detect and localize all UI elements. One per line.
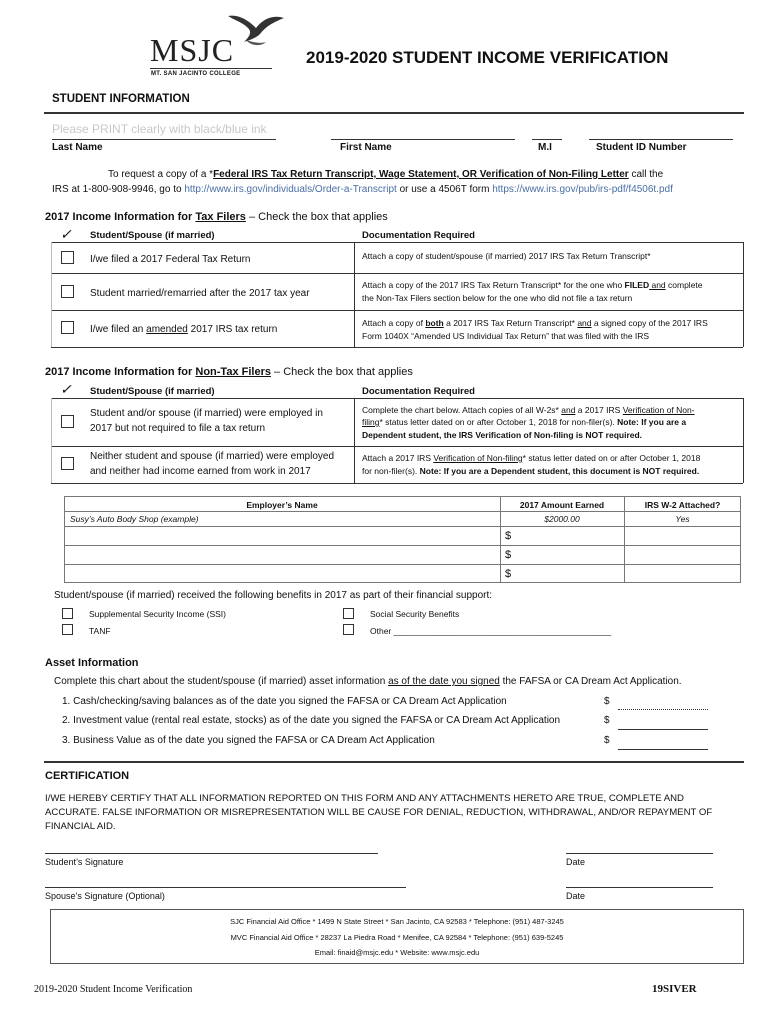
tax-row2-doc-and: and — [649, 280, 666, 290]
non-tax-row2-doc-line1 — [362, 452, 700, 464]
asset-item-investment: 2. Investment value (rental real estate, stocks) as of the date you signed the FAFSA or CA Dream Act Application — [62, 715, 561, 726]
certification-line-1: I/WE HEREBY CERTIFY THAT ALL INFORMATION REPORTED ON THIS FORM AND ANY ATTACHMENTS HERETO ARE TRUE, COMPLETE AND — [45, 793, 684, 804]
first-name-label: First Name — [340, 142, 392, 153]
dollar-sign: $ — [505, 568, 512, 580]
tanf-checkbox[interactable] — [62, 624, 73, 635]
msjc-logo — [150, 28, 270, 84]
tax-row2-doc-line1 — [362, 279, 703, 291]
tax-row2-doc-line2: the Non-Tax Filers section below for the one who did not file a tax return — [362, 293, 633, 303]
irs-4506t-link[interactable]: https://www.irs.gov/pub/irs-pdf/f4506t.pdf — [492, 184, 673, 195]
other-field[interactable]: Other ______________________________________________ — [370, 626, 612, 636]
non-tax-row2-doc-post: * status letter dated on or after October 1, 2018 — [522, 453, 701, 463]
asset-intro-pre: Complete this chart about the student/spouse (if married) asset information — [54, 676, 389, 687]
student-info-heading: STUDENT INFORMATION — [52, 93, 190, 105]
spouse-date-label: Date — [566, 891, 586, 901]
asset-heading: Asset Information — [45, 657, 139, 669]
tax-row3-label — [90, 324, 277, 335]
request-text-end: call the — [628, 169, 664, 180]
tax-row3-doc-pre: Attach a copy of — [362, 318, 426, 328]
tax-row2-doc-text: Attach a copy of the 2017 IRS Tax Return Transcript* for the one who — [362, 280, 625, 290]
tax-row1-label: I/we filed a 2017 Federal Tax Return — [90, 254, 251, 265]
non-tax-row1-doc-line1 — [362, 404, 695, 416]
investment-amount-line[interactable] — [618, 729, 708, 730]
certification-heading: CERTIFICATION — [45, 770, 130, 782]
request-documents: Federal IRS Tax Return Transcript, Wage Statement, OR Verification of Non-Filing Letter — [213, 169, 629, 180]
employer-name-header: Employer’s Name — [246, 500, 318, 510]
non-tax-filers-heading — [45, 366, 413, 378]
example-employer: Susy’s Auto Body Shop (example) — [70, 514, 199, 524]
non-tax-row1-doc-vnf: Verification of Non- — [622, 405, 695, 415]
example-amount: $2000.00 — [544, 514, 580, 524]
dollar-sign: $ — [505, 530, 512, 542]
tanf-label: TANF — [89, 626, 111, 636]
asset-item-business: 3. Business Value as of the date you signed the FAFSA or CA Dream Act Application — [62, 735, 435, 746]
non-tax-row2-label-2: and neither had income earned from work in 2017 — [90, 466, 311, 477]
request-line-2 — [52, 184, 673, 195]
irs-phone-text: IRS at 1-800-908-9946, go to — [52, 184, 185, 195]
tax-row3-label-post: 2017 IRS tax return — [187, 324, 278, 335]
non-tax-row1-doc-filing: filing — [362, 417, 380, 427]
tax-row2-doc-filed: FILED — [624, 280, 650, 290]
non-tax-heading-post: – Check the box that applies — [270, 366, 413, 378]
employer-row-1[interactable] — [65, 527, 499, 544]
spouse-signature-label: Spouse’s Signature (Optional) — [45, 891, 165, 901]
sjc-office: SJC Financial Aid Office * 1499 N State Street * San Jacinto, CA 92583 * Telephone: (951) 487-3245 — [230, 917, 564, 926]
logo-subtitle: MT. SAN JACINTO COLLEGE — [151, 71, 241, 77]
ssi-label: Supplemental Security Income (SSI) — [89, 609, 227, 619]
tax-row2-doc-complete: complete — [665, 280, 703, 290]
certification-line-2: ACCURATE. FALSE INFORMATION OR MISREPRESENTATION WILL BE CAUSE FOR DENIAL, REDUCTION, WITHDRAWAL, AND/OR REPAYMENT OF — [45, 807, 713, 818]
tax-row3-doc-post: a signed copy of the 2017 IRS — [591, 318, 708, 328]
tax-row3-doc-line1 — [362, 317, 708, 329]
non-tax-row1-doc-and: and — [561, 405, 576, 415]
student-id-field[interactable] — [589, 122, 733, 138]
print-placeholder: Please PRINT clearly with black/blue ink — [52, 122, 267, 136]
tax-filers-heading-pre: 2017 Income Information for — [45, 211, 196, 223]
irs-transcript-link[interactable]: http://www.irs.gov/individuals/Order-a-Transcript — [184, 184, 397, 195]
student-date-label: Date — [566, 857, 586, 867]
asset-item-cash: 1. Cash/checking/saving balances as of the date you signed the FAFSA or CA Dream Act Application — [62, 696, 507, 707]
other-checkbox[interactable] — [343, 624, 354, 635]
footer-form-code: 19SIVER — [652, 983, 697, 995]
tax-col2-header: Documentation Required — [362, 230, 475, 241]
tax-row2-checkbox[interactable] — [61, 285, 74, 298]
dollar-sign: $ — [604, 715, 610, 726]
asset-intro-post: the FAFSA or CA Dream Act Application. — [499, 676, 682, 687]
w2-attached-header: IRS W-2 Attached? — [644, 500, 721, 510]
first-name-field[interactable] — [331, 122, 515, 138]
non-tax-row1-doc-line3: Dependent student, the IRS Verification of Non-filing is NOT required. — [362, 430, 643, 440]
tax-row3-checkbox[interactable] — [61, 321, 74, 334]
amount-row-3[interactable] — [501, 565, 623, 582]
cash-amount-line[interactable] — [618, 709, 708, 710]
student-signature-label: Student’s Signature — [45, 857, 124, 867]
check-icon: ✓ — [60, 226, 72, 242]
social-security-checkbox[interactable] — [343, 608, 354, 619]
non-tax-row1-label-1: Student and/or spouse (if married) were employed in — [90, 408, 323, 419]
non-tax-heading-u: Non-Tax Filers — [195, 366, 271, 378]
non-tax-heading-pre: 2017 Income Information for — [45, 366, 196, 378]
spouse-date-line[interactable] — [566, 887, 713, 888]
tax-row3-label-amended: amended — [146, 324, 188, 335]
example-w2: Yes — [675, 514, 690, 524]
amount-earned-header: 2017 Amount Earned — [519, 500, 605, 510]
logo-text: MSJC — [150, 32, 235, 68]
benefits-intro: Student/spouse (if married) received the following benefits in 2017 as part of their financial support: — [54, 590, 493, 601]
non-tax-row2-checkbox[interactable] — [61, 457, 74, 470]
dollar-sign: $ — [604, 735, 610, 746]
non-tax-row1-checkbox[interactable] — [61, 415, 74, 428]
eagle-logo-icon — [226, 12, 286, 48]
asset-intro-date: as of the date you signed — [388, 676, 500, 687]
non-tax-row2-label-1: Neither student and spouse (if married) were employed — [90, 451, 335, 462]
dollar-sign: $ — [505, 549, 512, 561]
tax-col1-header: Student/Spouse (if married) — [90, 230, 215, 241]
request-text: To request a copy of a * — [108, 169, 214, 180]
non-tax-col2-header: Documentation Required — [362, 386, 475, 397]
tax-row3-doc-line2: Form 1040X “Amended US Individual Tax Return” that was filed with the IRS — [362, 331, 650, 341]
spouse-signature-line[interactable] — [45, 887, 406, 888]
check-icon: ✓ — [60, 381, 72, 397]
non-tax-row1-doc-pre: Complete the chart below. Attach copies of all W-2s* — [362, 405, 562, 415]
page-title: 2019-2020 STUDENT INCOME VERIFICATION — [306, 48, 669, 67]
mi-field[interactable] — [532, 122, 562, 138]
ssi-checkbox[interactable] — [62, 608, 73, 619]
tax-filers-heading-post: – Check the box that applies — [245, 211, 388, 223]
tax-row3-doc-both: both — [425, 318, 444, 328]
non-tax-row1-label-2: 2017 but not required to file a tax return — [90, 423, 266, 434]
non-tax-row1-doc-mid: a 2017 IRS — [575, 405, 623, 415]
non-tax-row2-doc-vnf: Verification of Non-filing — [433, 453, 523, 463]
employer-row-3[interactable] — [65, 565, 499, 582]
social-security-label: Social Security Benefits — [370, 609, 460, 619]
contact-info: Email: finaid@msjc.edu * Website: www.msjc.edu — [314, 948, 480, 957]
business-amount-line[interactable] — [618, 749, 708, 750]
tax-filers-heading-u: Tax Filers — [195, 211, 246, 223]
student-signature-line[interactable] — [45, 853, 378, 854]
footer-form-name: 2019-2020 Student Income Verification — [34, 984, 193, 995]
request-line-1 — [108, 169, 663, 180]
employer-row-2[interactable] — [65, 546, 499, 563]
certification-line-3: FINANCIAL AID. — [45, 821, 116, 832]
mvc-office: MVC Financial Aid Office * 28237 La Piedra Road * Menifee, CA 92584 * Telephone: (951) 639-5245 — [230, 933, 564, 942]
tax-row1-checkbox[interactable] — [61, 251, 74, 264]
amount-row-1[interactable] — [501, 527, 623, 544]
non-tax-row1-doc-note: Note: If you are a — [617, 417, 687, 427]
request-mid-text: or use a 4506T form — [396, 184, 493, 195]
non-tax-row2-doc-note: Note: If you are a Dependent student, this document is NOT required. — [419, 466, 700, 476]
tax-filers-heading — [45, 211, 388, 223]
non-tax-row2-doc-pre2: for non-filer(s). — [362, 466, 420, 476]
last-name-field[interactable] — [52, 122, 276, 138]
student-id-label: Student ID Number — [596, 142, 687, 153]
tax-row3-doc-mid: a 2017 IRS Tax Return Transcript* — [443, 318, 578, 328]
w2-row-3[interactable] — [625, 565, 740, 582]
student-date-line[interactable] — [566, 853, 713, 854]
amount-row-2[interactable] — [501, 546, 623, 563]
w2-row-1[interactable] — [625, 527, 740, 544]
non-tax-row1-doc-status: * status letter dated on or after October 1, 2018 for non-filer(s). — [379, 417, 618, 427]
tax-row3-doc-and: and — [577, 318, 592, 328]
tax-row2-label: Student married/remarried after the 2017 tax year — [90, 288, 310, 299]
tax-row1-doc: Attach a copy of student/spouse (if married) 2017 IRS Tax Return Transcript* — [362, 251, 651, 261]
non-tax-row2-doc-pre: Attach a 2017 IRS — [362, 453, 434, 463]
last-name-label: Last Name — [52, 142, 103, 153]
non-tax-row1-doc-line2 — [362, 416, 686, 428]
tax-row3-label-pre: I/we filed an — [90, 324, 147, 335]
mi-label: M.I — [538, 142, 552, 153]
non-tax-row2-doc-line2 — [362, 465, 699, 477]
asset-intro — [54, 676, 682, 687]
non-tax-col1-header: Student/Spouse (if married) — [90, 386, 215, 397]
dollar-sign: $ — [604, 696, 610, 707]
w2-row-2[interactable] — [625, 546, 740, 563]
